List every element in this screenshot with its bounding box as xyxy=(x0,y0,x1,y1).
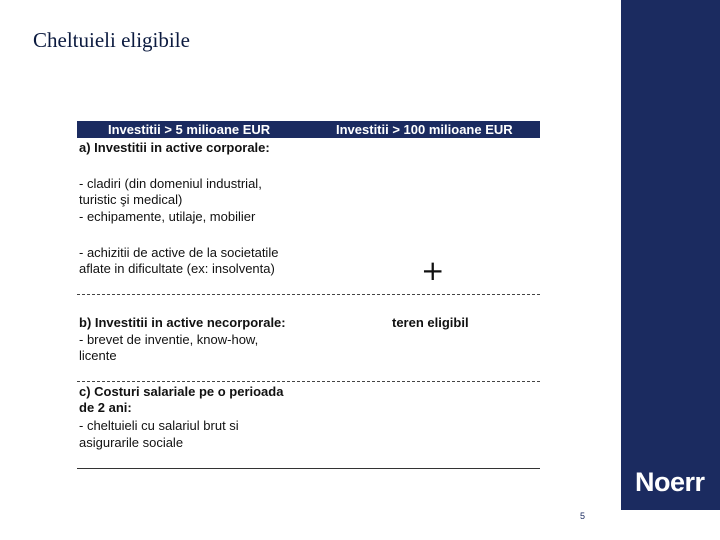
section-a-item3-line1: - achizitii de active de la societatile xyxy=(79,245,279,260)
section-b-col2-text: teren eligibil xyxy=(392,315,469,330)
section-c-heading-line1: c) Costuri salariale pe o perioada xyxy=(79,384,284,399)
section-a-heading: a) Investitii in active corporale: xyxy=(79,140,270,155)
section-b-item1-line1: - brevet de inventie, know-how, xyxy=(79,332,259,347)
section-b-heading: b) Investitii in active necorporale: xyxy=(79,315,286,330)
brand-sidebar xyxy=(621,0,720,510)
page-title: Cheltuieli eligibile xyxy=(33,28,190,52)
noerr-logo: Noerr xyxy=(635,467,705,497)
section-c-item1-line2: asigurarile sociale xyxy=(79,435,184,450)
table-header xyxy=(77,121,540,138)
section-a-item1-line2: turistic şi medical) xyxy=(79,192,183,207)
page-number: 5 xyxy=(580,511,586,521)
column-header-100m: Investitii > 100 milioane EUR xyxy=(336,122,513,137)
plus-sign: + xyxy=(421,254,445,287)
section-a-item2: - echipamente, utilaje, mobilier xyxy=(79,209,256,224)
section-b-item1-line2: licente xyxy=(79,348,117,363)
divider-dashed-1 xyxy=(77,294,540,295)
table-bottom-border xyxy=(77,468,540,469)
section-a-item3-line2: aflate in dificultate (ex: insolventa) xyxy=(79,261,275,276)
divider-dashed-2 xyxy=(77,381,540,382)
section-a-item1-line1: - cladiri (din domeniul industrial, xyxy=(79,176,262,191)
section-c-heading-line2: de 2 ani: xyxy=(79,400,132,415)
column-header-5m: Investitii > 5 milioane EUR xyxy=(108,122,271,137)
section-c-item1-line1: - cheltuieli cu salariul brut si xyxy=(79,418,239,433)
